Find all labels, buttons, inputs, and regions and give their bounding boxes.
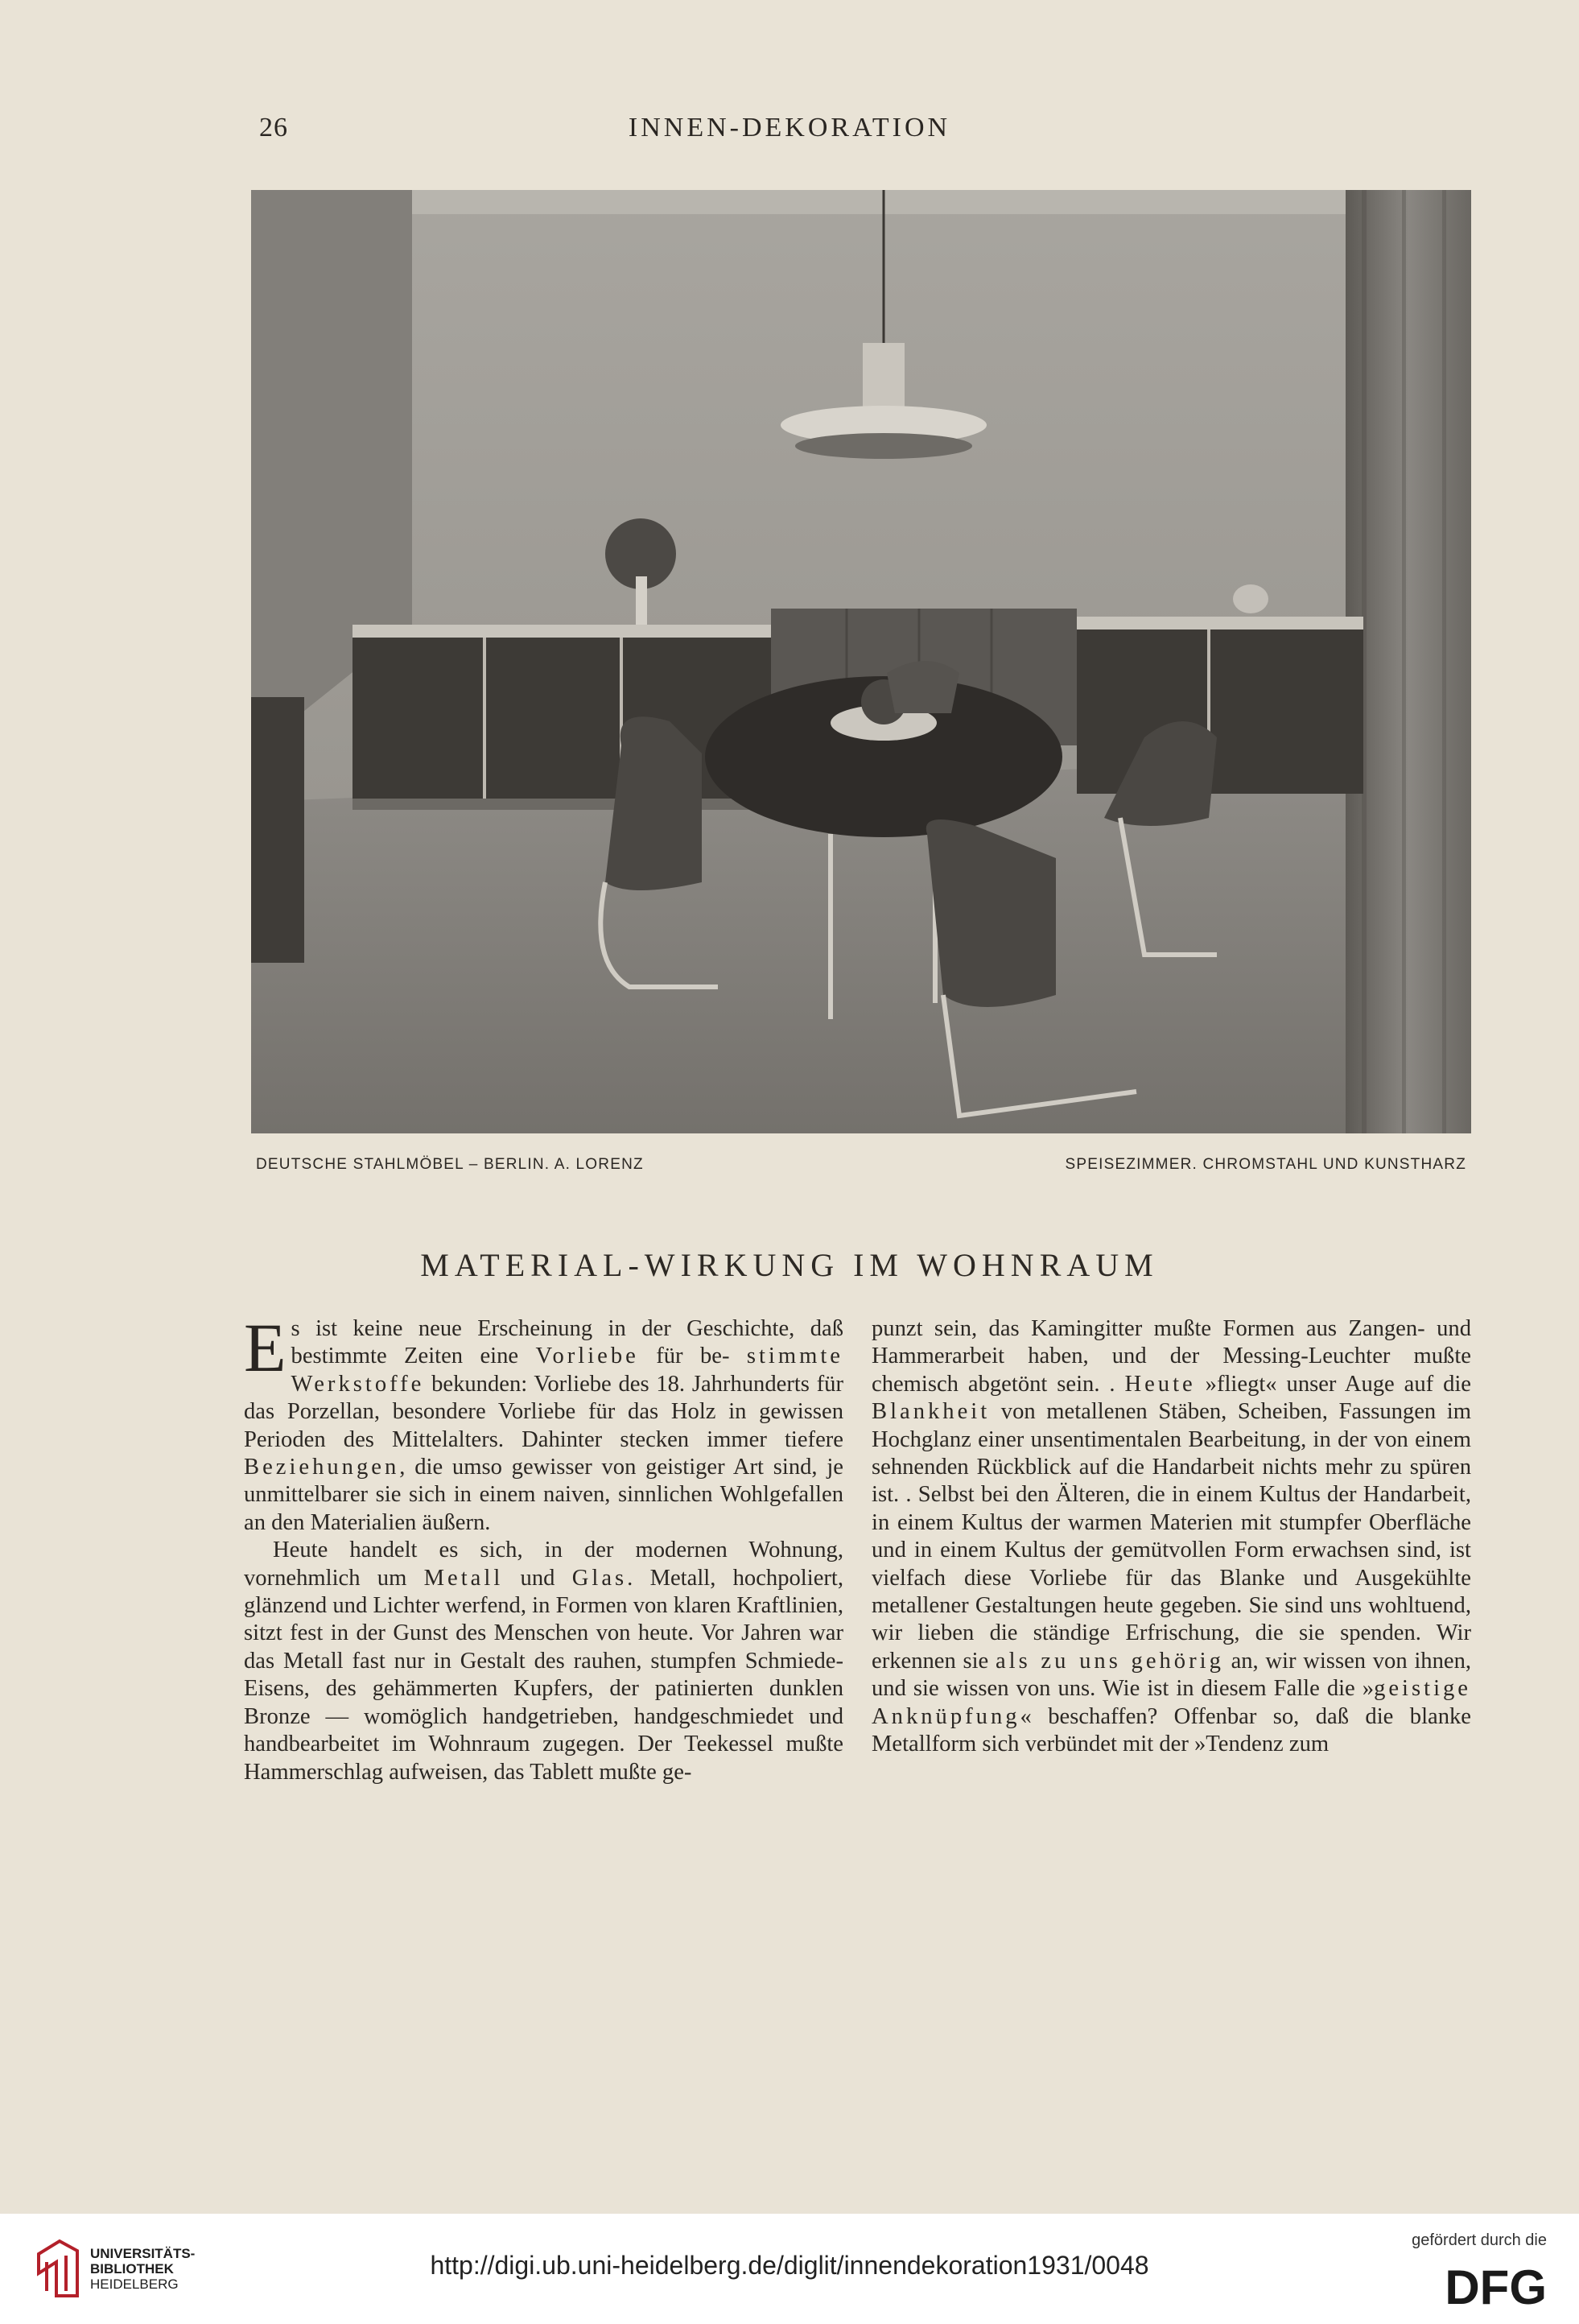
text-column-left	[244, 1309, 844, 1786]
emphasis-text: Metall	[423, 1565, 504, 1591]
emphasis-text: Vorliebe	[535, 1344, 639, 1369]
library-name-line: BIBLIOTHEK	[90, 2261, 174, 2277]
journal-title: INNEN-DEKORATION	[628, 113, 951, 142]
digitization-footer	[0, 2214, 1579, 2324]
text-run: an, wir wissen von ihnen, und sie wissen von uns. Wie ist in diesem Falle die »	[872, 1648, 1472, 1702]
funded-by-label: gefördert durch die	[1412, 2231, 1547, 2249]
text-run: s ist keine neue Erscheinung in der Geschichte, daß bestimmte Zeiten eine	[291, 1316, 843, 1369]
text-run: »fliegt« unser Auge auf die	[1195, 1371, 1471, 1397]
emphasis-text: geistige Anknüpfung	[872, 1676, 1471, 1729]
text-run: und	[503, 1565, 572, 1591]
photo-caption-credit: DEUTSCHE STAHLMÖBEL – BERLIN. A. LORENZ	[256, 1156, 644, 1173]
emphasis-text: Beziehungen	[244, 1455, 400, 1480]
emphasis-text: Glas	[571, 1565, 628, 1591]
text-run: . Metall, hochpoliert, glänzend und Lichter werfend, in Formen von klaren Kraftlinien, sitzt fest in der Gunst des Menschen von heute. Vor Jahren war das Metall fast nur in Gestalt des rauhen, stumpfen Schmiede-Eisens, des gehämmerten Kupfers, der patinierten dunklen Bronze — womöglich handgetrieben, handgeschmiedet und handbearbeitet im Wohnraum zugegen. Der Teekessel mußte Hammerschlag aufweisen, das Tablett mußte ge-	[244, 1565, 844, 1785]
drop-cap: E	[244, 1309, 287, 1386]
text-run: von metallenen Stäben, Scheiben, Fassungen im Hochglanz einer unsentimentalen Bearbeitung, in der von einem sehnenden Rückblick auf die Handarbeit nichts mehr zu spüren ist. . Selbst bei den Älteren, die in einem Kultus der Handarbeit, in einem Kultus der warmen Materien mit stumpfer Oberfläche und in einem Kultus der gemütvollen Form erwachsen sind, ist vielfach diese Vorliebe für das Blanke und Ausgekühlte metallener Gestaltungen heute gegeben. Sie sind uns wohltuend, wir lieben die ständige Erfrischung, die sie spenden. Wir erkennen sie	[872, 1399, 1471, 1674]
paragraph	[244, 1309, 843, 1537]
dfg-logo-text: DFG	[1445, 2262, 1547, 2309]
text-run: für be-	[638, 1344, 730, 1369]
emphasis-text: Blankheit	[872, 1399, 991, 1425]
emphasis-text: stimmte Werkstoffe	[291, 1344, 843, 1397]
text-run: Heute handelt es sich, in der modernen Wohnung, vornehmlich um	[244, 1538, 843, 1591]
dining-room-photograph	[251, 190, 1471, 1133]
paragraph	[244, 1537, 843, 1786]
article-title: MATERIAL-WIRKUNG IM WOHNRAUM	[420, 1247, 1159, 1283]
page-number: 26	[259, 113, 288, 142]
text-run: bekunden: Vorliebe des 18. Jahrhunderts für das Porzellan, besondere Vorliebe für das Holz in gewissen Perioden des Mittelalters. Dahinter stecken immer tiefere	[244, 1371, 843, 1452]
text-run: « beschaffen? Offenbar so, daß die blanke Metallform sich verbündet mit der »Tendenz zum	[872, 1703, 1471, 1757]
source-url-link[interactable]: http://digi.ub.uni-heidelberg.de/diglit/innendekoration1931/0048	[430, 2251, 1149, 2280]
photo-caption-description: SPEISEZIMMER. CHROMSTAHL UND KUNSTHARZ	[1065, 1156, 1466, 1173]
emphasis-text: Heute	[1124, 1371, 1196, 1397]
dfg-logo-icon	[1389, 2262, 1547, 2309]
paragraph	[872, 1315, 1471, 1759]
library-name-line: UNIVERSITÄTS-	[90, 2246, 196, 2261]
running-head	[0, 113, 1579, 153]
photo-illustration	[251, 190, 1471, 1133]
emphasis-text: als zu uns gehörig	[995, 1648, 1224, 1674]
text-run: punzt sein, das Kamingitter mußte Formen aus Zangen- und Hammerarbeit haben, und der Messing-Leuchter mußte chemisch abgetönt sein. .	[872, 1316, 1471, 1397]
library-name-line: HEIDELBERG	[90, 2277, 179, 2292]
text-column-right	[872, 1315, 1471, 1759]
text-run: , die umso gewisser von geistiger Art sind, je unmittelbarer sie sich in einem naiven, sinnlichen Wohlgefallen an den Materialien äußern.	[244, 1455, 843, 1535]
